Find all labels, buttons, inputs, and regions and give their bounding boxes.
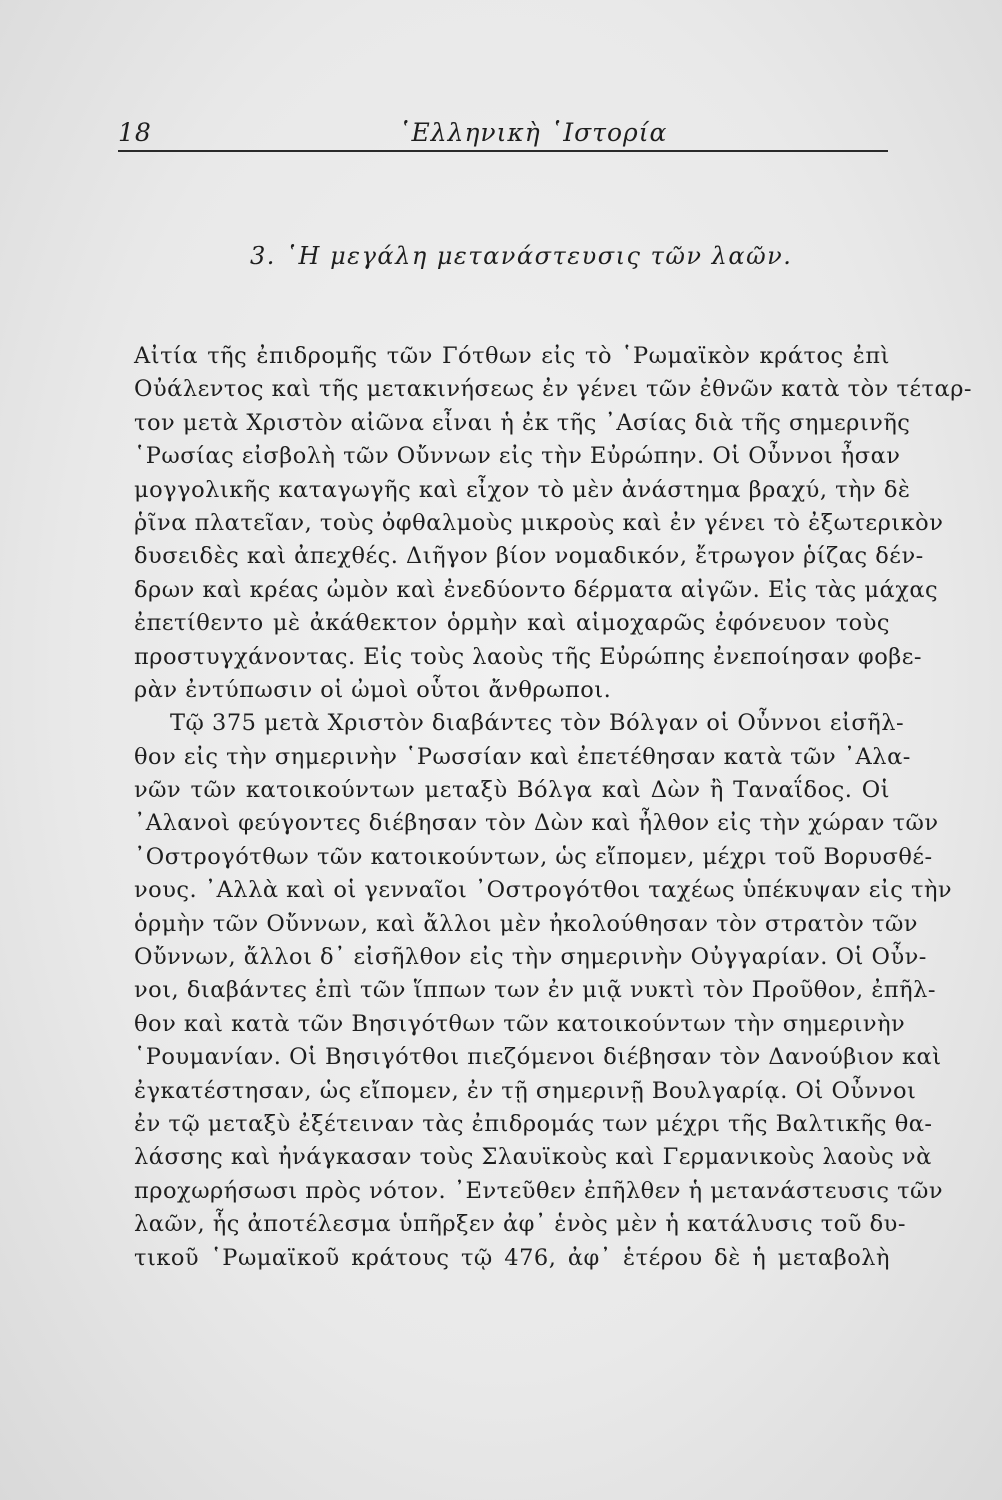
- text-line: προχωρήσωσι πρὸς νότον. ᾿Εντεῦθεν ἐπῆλθεν ἡ μετανάστευσις τῶν: [134, 1177, 944, 1204]
- text-line: τον μετὰ Χριστὸν αἰῶνα εἶναι ἡ ἐκ τῆς ᾿Ασίας διὰ τῆς σημερινῆς: [134, 409, 911, 436]
- body-text: [134, 340, 973, 1275]
- header-rule: [118, 150, 888, 152]
- text-line: ᾿Αλανοὶ φεύγοντες διέβησαν τὸν Δὼν καὶ ἦλθον εἰς τὴν χώραν τῶν: [134, 810, 939, 837]
- text-line: δρων καὶ κρέας ὠμὸν καὶ ἐνεδύοντο δέρματα αἰγῶν. Εἰς τὰς μάχας: [134, 576, 939, 603]
- text-line: λαῶν, ἧς ἀποτέλεσμα ὑπῆρξεν ἀφ᾿ ἑνὸς μὲν ἡ κατάλυσις τοῦ δυ-: [134, 1211, 906, 1238]
- text-line: λάσσης καὶ ἠνάγκασαν τοὺς Σλαυϊκοὺς καὶ Γερμανικοὺς λαοὺς νὰ: [134, 1144, 932, 1171]
- text-line: ἐπετίθεντο μὲ ἀκάθεκτον ὁρμὴν καὶ αἱμοχαρῶς ἐφόνευον τοὺς: [134, 610, 890, 637]
- book-title: ῾Ελληνικὴ ῾Ιστορία: [398, 118, 668, 147]
- text-line: νους. ᾿Αλλὰ καὶ οἱ γενναῖοι ᾿Οστρογότθοι ταχέως ὑπέκυψαν εἰς τὴν: [134, 877, 953, 904]
- text-line: Οὔννων, ἄλλοι δ᾿ εἰσῆλθον εἰς τὴν σημερινὴν Οὐγγαρίαν. Οἱ Οὖν-: [134, 944, 927, 971]
- text-line: Τῷ 375 μετὰ Χριστὸν διαβάντες τὸν Βόλγαν οἱ Οὖννοι εἰσῆλ-: [170, 710, 905, 737]
- text-line: Οὐάλεντος καὶ τῆς μετακινήσεως ἐν γένει τῶν ἐθνῶν κατὰ τὸν τέταρ-: [134, 376, 973, 403]
- text-line: προστυγχάνοντας. Εἰς τοὺς λαοὺς τῆς Εὐρώπης ἐνεποίησαν φοβε-: [134, 643, 923, 670]
- text-line: νοι, διαβάντες ἐπὶ τῶν ἵππων των ἐν μιᾷ νυκτὶ τὸν Προῦθον, ἐπῆλ-: [134, 977, 937, 1004]
- running-head: [118, 114, 888, 154]
- text-line: ρὰν ἐντύπωσιν οἱ ὠμοὶ οὗτοι ἄνθρωποι.: [134, 676, 612, 703]
- text-line: ᾿Οστρογότθων τῶν κατοικούντων, ὡς εἴπομεν, μέχρι τοῦ Βορυσθέ-: [134, 843, 933, 870]
- page-number: 18: [118, 118, 152, 147]
- text-line: Αἰτία τῆς ἐπιδρομῆς τῶν Γότθων εἰς τὸ ῾Ρωμαϊκὸν κράτος ἐπὶ: [134, 343, 890, 369]
- text-line: τικοῦ ῾Ρωμαϊκοῦ κράτους τῷ 476, ἀφ᾿ ἑτέρου δὲ ἡ μεταβολὴ: [134, 1244, 890, 1271]
- text-line: ῾Ρωσίας εἰσβολὴ τῶν Οὔννων εἰς τὴν Εὐρώπην. Οἱ Οὖννοι ἦσαν: [134, 443, 901, 470]
- text-line: ῾Ρουμανίαν. Οἱ Βησιγότθοι πιεζόμενοι διέβησαν τὸν Δανούβιον καὶ: [134, 1044, 942, 1071]
- text-line: θον καὶ κατὰ τῶν Βησιγότθων τῶν κατοικούντων τὴν σημερινὴν: [134, 1010, 906, 1037]
- text-line: ἐν τῷ μεταξὺ ἐξέτειναν τὰς ἐπιδρομάς των μέχρι τῆς Βαλτικῆς θα-: [134, 1110, 933, 1137]
- text-line: ἐγκατέστησαν, ὡς εἴπομεν, ἐν τῇ σημερινῇ Βουλγαρίᾳ. Οἱ Οὖννοι: [134, 1077, 917, 1104]
- text-line: θον εἰς τὴν σημερινὴν ῾Ρωσσίαν καὶ ἐπετέθησαν κατὰ τῶν ᾿Αλα-: [134, 743, 911, 770]
- text-line: ῥῖνα πλατεῖαν, τοὺς ὀφθαλμοὺς μικροὺς καὶ ἐν γένει τὸ ἐξωτερικὸν: [134, 509, 944, 536]
- section-title: 3. ῾Η μεγάλη μετανάστευσις τῶν λαῶν.: [250, 242, 793, 270]
- text-line: νῶν τῶν κατοικούντων μεταξὺ Βόλγα καὶ Δὼν ἢ Ταναΐδος. Οἱ: [134, 777, 890, 804]
- text-line: δυσειδὲς καὶ ἀπεχθές. Διῆγον βίον νομαδικόν, ἔτρωγον ῥίζας δέν-: [134, 543, 924, 570]
- text-line: μογγολικῆς καταγωγῆς καὶ εἶχον τὸ μὲν ἀνάστημα βραχύ, τὴν δὲ: [134, 476, 911, 503]
- text-line: ὁρμὴν τῶν Οὔννων, καὶ ἄλλοι μὲν ἠκολούθησαν τὸν στρατὸν τῶν: [134, 910, 918, 937]
